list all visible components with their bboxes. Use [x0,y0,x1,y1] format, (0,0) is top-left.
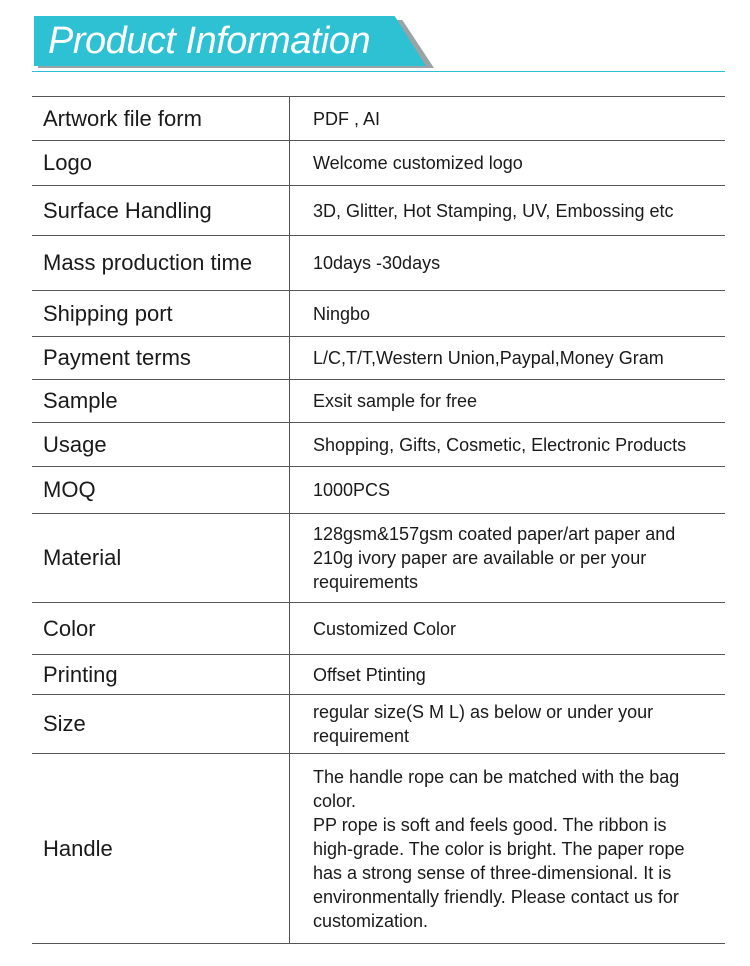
table-row [32,754,725,944]
row-value: The handle rope can be matched with the bag color. PP rope is soft and feels good. The ribbon is high-grade. The color is bright. The paper rope has a strong sense of three-dimensional. It is environmentally friendly. Please contact us for customization. [313,766,685,931]
table-row [32,655,725,695]
table-row [32,514,725,603]
header-divider [32,71,725,72]
table-row [32,380,725,423]
row-value: Shopping, Gifts, Cosmetic, Electronic Products [313,434,687,455]
table-row [32,603,725,655]
row-value: PDF , AI [313,108,381,129]
row-value: 3D, Glitter, Hot Stamping, UV, Embossing etc [313,200,674,221]
row-value: Offset Ptinting [313,664,426,685]
table-row [32,291,725,337]
table-row [32,467,725,514]
row-label: Color [32,603,290,654]
product-info-table [32,96,725,944]
row-value: L/C,T/T,Western Union,Paypal,Money Gram [313,348,664,368]
row-label: Logo [32,141,290,185]
row-value: regular size(S M L) as below or under your requirement [313,702,654,746]
table-row [32,423,725,467]
table-row [32,236,725,291]
row-value: 1000PCS [313,480,391,500]
row-label: Shipping port [32,291,290,336]
row-value: Ningbo [313,303,371,324]
header [0,0,750,80]
row-value: Welcome customized logo [313,153,523,173]
table-row [32,97,725,141]
table-row [32,695,725,754]
row-label: Size [32,695,290,753]
row-label: Printing [32,655,290,694]
row-value: 10days -30days [313,253,441,273]
row-label: Artwork file form [32,97,290,140]
row-label: Sample [32,380,290,422]
row-label: Payment terms [32,337,290,379]
table-row [32,186,725,236]
row-label: Usage [32,423,290,466]
row-label: Material [32,514,290,602]
row-label: Mass production time [32,236,290,290]
row-label: Handle [32,754,290,943]
row-value: Exsit sample for free [313,391,478,411]
table-row [32,141,725,186]
row-value: 128gsm&157gsm coated paper/art paper and 210g ivory paper are available or per your requirements [313,524,676,592]
table-row [32,337,725,380]
row-label: MOQ [32,467,290,513]
row-label: Surface Handling [32,186,290,235]
row-value: Customized Color [313,618,457,639]
page-title: Product Information [48,20,371,62]
